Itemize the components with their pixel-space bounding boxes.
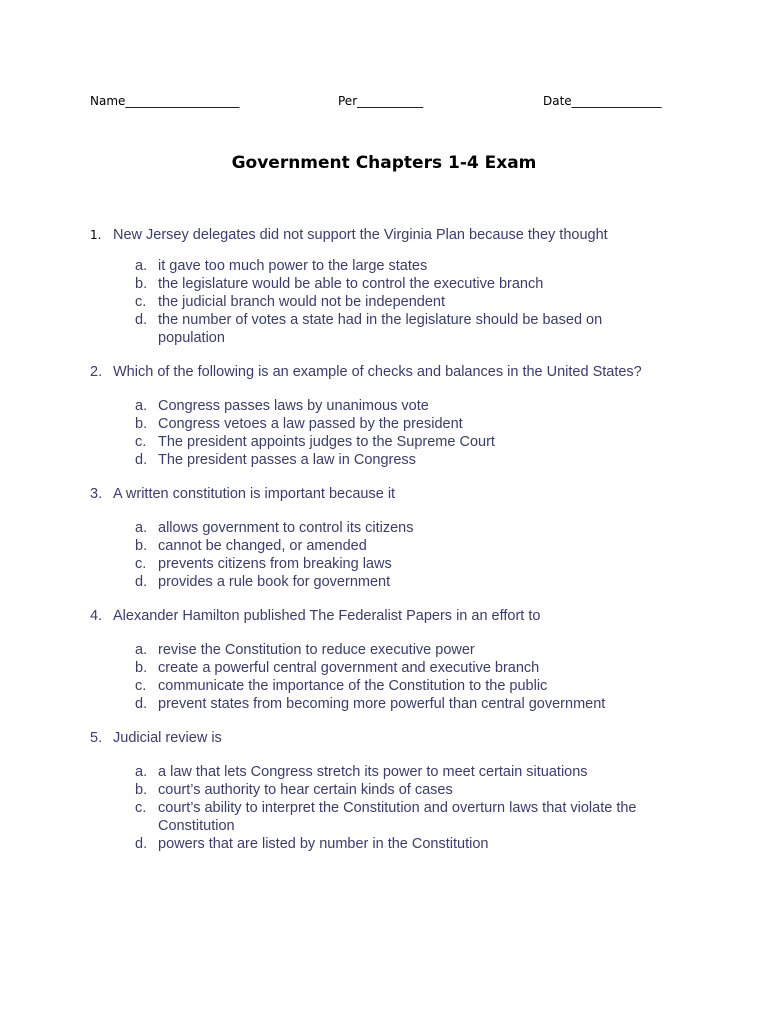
answer-option bbox=[90, 659, 690, 677]
option-text: a law that lets Congress stretch its power to meet certain situations bbox=[158, 764, 588, 780]
answer-option bbox=[90, 537, 690, 555]
question-list bbox=[90, 226, 690, 869]
answer-option bbox=[90, 519, 690, 537]
answer-option bbox=[90, 573, 690, 591]
option-letter: c. bbox=[135, 800, 147, 816]
question-number: 5. bbox=[90, 730, 103, 746]
answer-option bbox=[90, 799, 690, 835]
option-letter: b. bbox=[135, 276, 148, 292]
option-letter: d. bbox=[135, 312, 148, 328]
question-1 bbox=[90, 226, 690, 347]
option-text: create a powerful central government and executive branch bbox=[158, 660, 540, 676]
question-number: 2. bbox=[90, 364, 103, 380]
answer-option bbox=[90, 695, 690, 713]
option-letter: c. bbox=[135, 556, 147, 572]
option-text: Congress vetoes a law passed by the president bbox=[158, 416, 463, 432]
option-letter: c. bbox=[135, 294, 147, 310]
answer-options bbox=[90, 397, 690, 469]
option-letter: a. bbox=[135, 642, 148, 658]
option-text: The president passes a law in Congress bbox=[158, 452, 416, 468]
question-number: 1. bbox=[90, 228, 102, 242]
option-text: communicate the importance of the Constitution to the public bbox=[158, 678, 548, 694]
answer-options bbox=[90, 641, 690, 713]
option-letter: a. bbox=[135, 520, 148, 536]
option-letter: d. bbox=[135, 574, 148, 590]
option-text: court’s authority to hear certain kinds of cases bbox=[158, 782, 453, 798]
question-text: A written constitution is important because it bbox=[113, 486, 396, 502]
answer-option bbox=[90, 835, 690, 853]
option-letter: a. bbox=[135, 398, 148, 414]
option-text: the number of votes a state had in the legislature should be based on population bbox=[158, 312, 603, 346]
option-text: powers that are listed by number in the Constitution bbox=[158, 836, 489, 852]
answer-option bbox=[90, 451, 690, 469]
question-4 bbox=[90, 607, 690, 713]
option-letter: a. bbox=[135, 258, 148, 274]
answer-option bbox=[90, 763, 690, 781]
option-text: allows government to control its citizens bbox=[158, 520, 414, 536]
date-field: Date_______________ bbox=[543, 94, 662, 108]
name-field: Name___________________ bbox=[90, 94, 240, 108]
option-letter: d. bbox=[135, 452, 148, 468]
option-letter: b. bbox=[135, 416, 148, 432]
option-text: prevents citizens from breaking laws bbox=[158, 556, 392, 572]
answer-option bbox=[90, 275, 690, 293]
option-text: cannot be changed, or amended bbox=[158, 538, 367, 554]
exam-title: Government Chapters 1-4 Exam bbox=[231, 153, 537, 173]
option-text: the judicial branch would not be independent bbox=[158, 294, 445, 310]
option-letter: a. bbox=[135, 764, 148, 780]
question-text: New Jersey delegates did not support the Virginia Plan because they thought bbox=[113, 227, 608, 243]
question-number: 3. bbox=[90, 486, 103, 502]
question-number: 4. bbox=[90, 608, 103, 624]
option-letter: b. bbox=[135, 782, 148, 798]
option-letter: c. bbox=[135, 434, 147, 450]
answer-option bbox=[90, 257, 690, 275]
option-text: it gave too much power to the large states bbox=[158, 258, 428, 274]
answer-options bbox=[90, 519, 690, 591]
period-field: Per___________ bbox=[338, 94, 424, 108]
option-letter: b. bbox=[135, 538, 148, 554]
option-text: revise the Constitution to reduce executive power bbox=[158, 642, 475, 658]
question-text: Judicial review is bbox=[113, 730, 222, 746]
option-text: the legislature would be able to control the executive branch bbox=[158, 276, 544, 292]
answer-option bbox=[90, 555, 690, 573]
answer-options bbox=[90, 257, 690, 347]
question-text: Which of the following is an example of checks and balances in the United States? bbox=[113, 364, 642, 380]
option-text: Congress passes laws by unanimous vote bbox=[158, 398, 429, 414]
answer-option bbox=[90, 433, 690, 451]
answer-option bbox=[90, 415, 690, 433]
answer-option bbox=[90, 677, 690, 695]
question-3 bbox=[90, 485, 690, 591]
option-letter: c. bbox=[135, 678, 147, 694]
option-text: provides a rule book for government bbox=[158, 574, 391, 590]
option-text: The president appoints judges to the Supreme Court bbox=[158, 434, 495, 450]
answer-option bbox=[90, 781, 690, 799]
answer-option bbox=[90, 641, 690, 659]
option-text: prevent states from becoming more powerful than central government bbox=[158, 696, 606, 712]
option-letter: b. bbox=[135, 660, 148, 676]
answer-options bbox=[90, 763, 690, 853]
question-2 bbox=[90, 363, 690, 469]
answer-option bbox=[90, 397, 690, 415]
question-5 bbox=[90, 729, 690, 853]
option-letter: d. bbox=[135, 696, 148, 712]
option-letter: d. bbox=[135, 836, 148, 852]
question-text: Alexander Hamilton published The Federalist Papers in an effort to bbox=[113, 608, 541, 624]
answer-option bbox=[90, 311, 690, 347]
option-text: court’s ability to interpret the Constitution and overturn laws that violate the Constitution bbox=[158, 800, 637, 834]
answer-option bbox=[90, 293, 690, 311]
